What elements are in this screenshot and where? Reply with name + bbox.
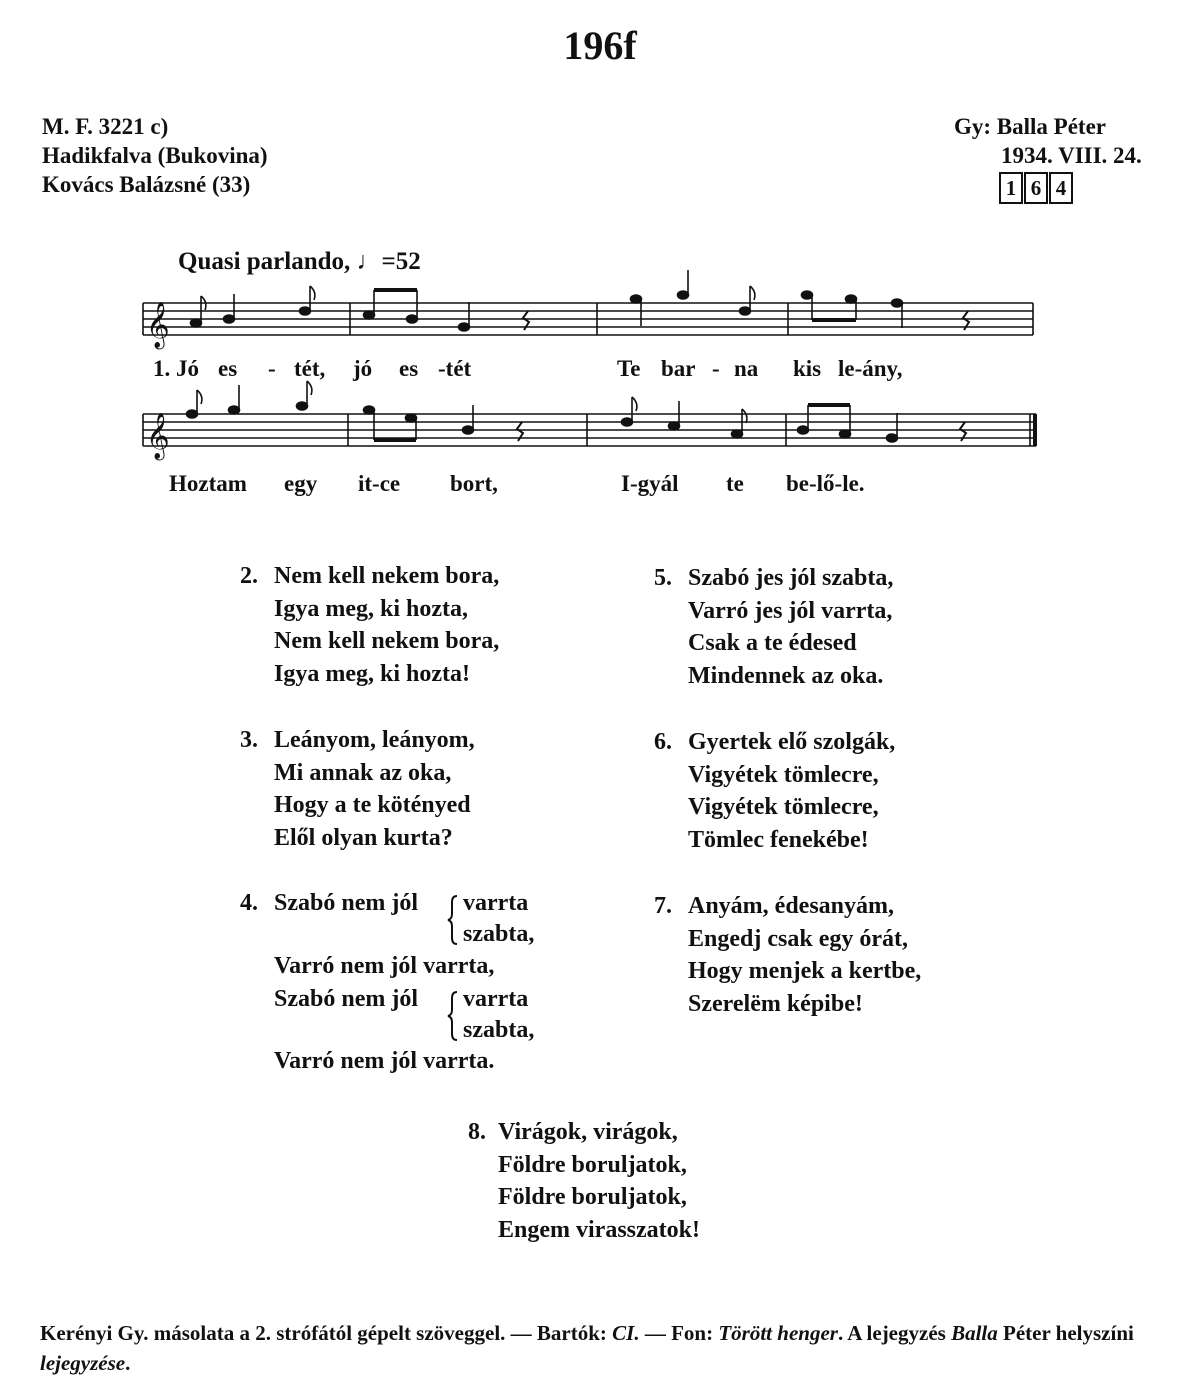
footer-note	[40, 1318, 1160, 1378]
lyric-syllable: be-lő-le.	[786, 471, 865, 496]
lyric-hyphen: -	[268, 356, 276, 381]
lyric-syllable: Hoztam	[169, 471, 247, 496]
footer-italic: lejegyzése	[40, 1351, 126, 1375]
performer: Kovács Balázsné (33)	[42, 172, 251, 197]
stanza-text: Leányom, leányom, Mi annak az oka, Hogy a te kötényed Elől olyan kurta?	[274, 727, 475, 851]
stanza-line: Varró nem jól varrta.	[274, 1048, 495, 1074]
footer-italic: Balla	[951, 1321, 998, 1345]
lyric-syllable: bar	[661, 356, 696, 381]
footer-label: Fon:	[671, 1321, 714, 1345]
collection-date: 1934. VIII. 24.	[1001, 143, 1142, 168]
stanza-number: 3.	[240, 727, 258, 753]
classification-box: 1	[999, 172, 1023, 204]
lyric-syllable: na	[734, 356, 759, 381]
stanza-7	[646, 890, 986, 1030]
footer-text: . A lejegyzés	[837, 1321, 952, 1345]
lyric-syllable: I-gyál	[621, 471, 679, 496]
stanza-number: 2.	[240, 563, 258, 589]
stanza-variant: varrta	[463, 986, 529, 1012]
lyric-syllable: 1. Jó	[153, 356, 199, 381]
stanza-4	[232, 888, 572, 1088]
footer-italic: CI.	[612, 1321, 640, 1345]
stanza-line: Varró nem jól varrta,	[274, 953, 495, 979]
brace-icon	[447, 894, 459, 946]
tempo-text: Quasi parlando,	[178, 248, 351, 275]
footer-italic: Törött henger	[718, 1321, 838, 1345]
music-notation	[0, 0, 1200, 520]
footer-text: .	[125, 1351, 131, 1375]
lyric-syllable: te	[726, 471, 744, 496]
stanza-5	[646, 562, 986, 702]
stanza-8	[460, 1116, 800, 1256]
lyric-syllable: it-ce	[358, 471, 401, 496]
location: Hadikfalva (Bukovina)	[42, 143, 268, 168]
stanza-number: 4.	[240, 890, 258, 916]
treble-clef-icon: 𝄞	[146, 413, 170, 459]
metronome-mark: ♩=52	[356, 248, 421, 275]
stanza-text: Szabó jes jól szabta, Varró jes jól varrta, Csak a te édesed Mindennek az oka.	[688, 565, 894, 689]
classification-box: 4	[1049, 172, 1073, 204]
lyric-syllable: -tét	[438, 356, 472, 381]
staff-1-notes	[191, 270, 970, 331]
classification-box: 6	[1024, 172, 1048, 204]
lyric-syllable: kis	[793, 356, 822, 381]
stanza-3	[232, 724, 572, 864]
stanza-variant: szabta,	[463, 921, 535, 947]
archive-number: M. F. 3221 c)	[42, 114, 169, 139]
stanza-number: 5.	[654, 565, 672, 591]
stanza-2	[232, 560, 572, 700]
footer-text: —	[639, 1321, 672, 1345]
staff-2	[143, 414, 1036, 446]
treble-clef-icon: 𝄞	[146, 302, 170, 348]
footer-text: Kerényi Gy. másolata a 2. strófától gépelt szöveggel. — Bartók:	[40, 1321, 613, 1345]
lyric-syllable: Te	[617, 356, 641, 381]
collector: Gy: Balla Péter	[954, 114, 1107, 139]
lyric-syllable: egy	[284, 471, 318, 496]
lyric-syllable: es	[399, 356, 419, 381]
stanza-text: Gyertek elő szolgák, Vigyétek tömlecre, Vigyétek tömlecre, Tömlec fenekébe!	[688, 729, 896, 853]
brace-icon	[447, 990, 459, 1042]
stanza-text: Virágok, virágok, Földre boruljatok, Földre boruljatok, Engem virasszatok!	[498, 1119, 700, 1243]
lyric-syllable: es	[218, 356, 238, 381]
lyric-hyphen: -	[712, 356, 720, 381]
stanza-text: Nem kell nekem bora, Igya meg, ki hozta, Nem kell nekem bora, Igya meg, ki hozta!	[274, 563, 500, 687]
stanza-number: 8.	[468, 1119, 486, 1145]
stanza-text: Anyám, édesanyám, Engedj csak egy órát, Hogy menjek a kertbe, Szerelëm képibe!	[688, 893, 922, 1017]
stanza-number: 6.	[654, 729, 672, 755]
lyric-syllable: tét,	[294, 356, 326, 381]
stanza-number: 7.	[654, 893, 672, 919]
lyric-syllable: jó	[353, 356, 373, 381]
lyric-syllable: le-ány,	[838, 356, 903, 381]
stanza-line: Szabó nem jól	[274, 986, 418, 1012]
stanza-6	[646, 726, 986, 866]
stanza-line: Szabó nem jól	[274, 890, 418, 916]
lyric-syllable: bort,	[450, 471, 498, 496]
staff-1	[143, 303, 1033, 335]
footer-text: Péter helyszíni	[997, 1321, 1134, 1345]
stanza-variant: varrta	[463, 890, 529, 916]
page-title: 196f	[563, 23, 637, 68]
staff-2-notes	[187, 381, 967, 442]
stanza-variant: szabta,	[463, 1017, 535, 1043]
